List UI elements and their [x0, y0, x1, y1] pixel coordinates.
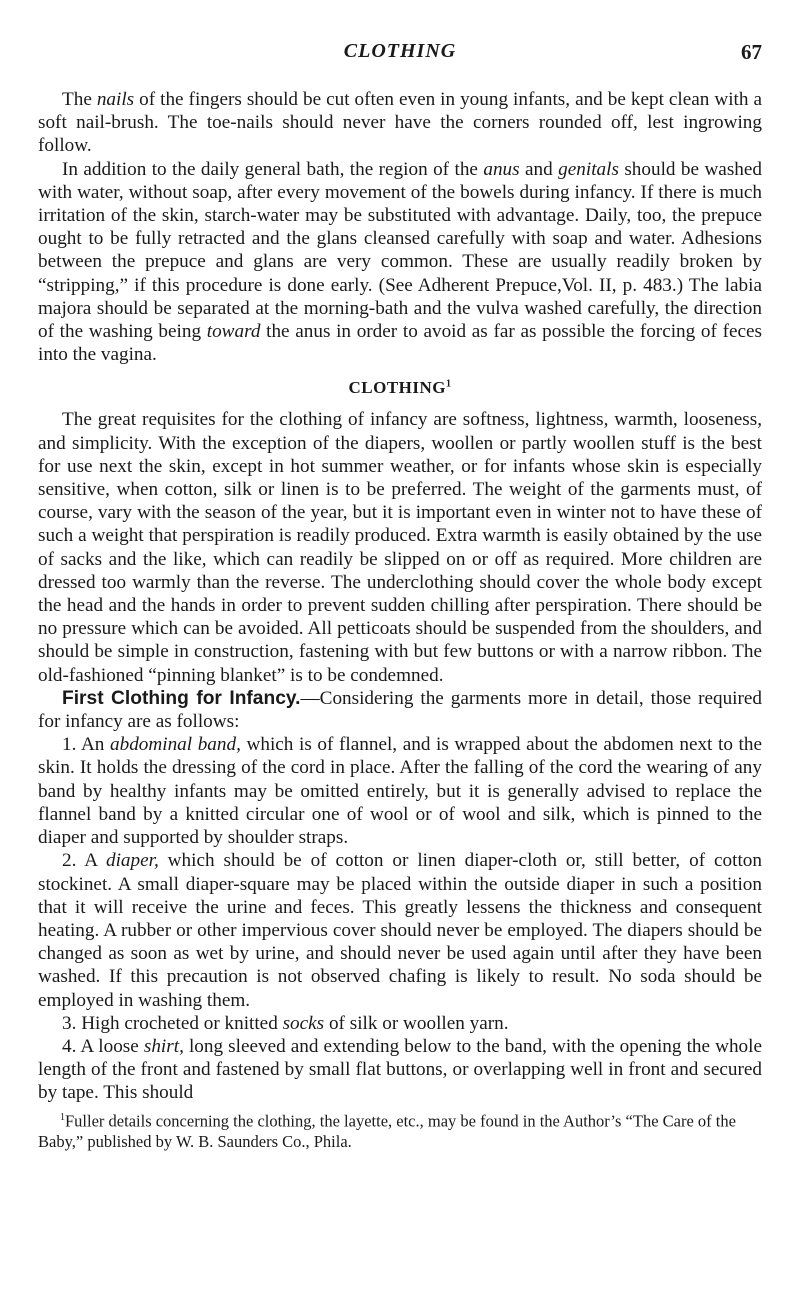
list-item-diaper [38, 849, 762, 1011]
list-item-shirt [38, 1035, 762, 1105]
section-heading [38, 378, 762, 398]
footnote-mark: 1 [60, 1111, 65, 1123]
text-run: and [519, 158, 559, 180]
text-run: The [62, 89, 97, 110]
item-text: which should be of cotton or linen diaper-cloth or, still better, of cotton stockinet. A small diaper-square may be placed within the outside diaper in such a position that it will receive the urine and feces. This greatly lessens the thickness and consequent heating. A rubber or other impervious cover should never be employed. The diapers should be changed as soon as wet by urine, and should never be used again until after they have been washed. If this precaution is not observed chafing is likely to result. No soda should be employed in washing them. [38, 850, 762, 1011]
emphasis: diaper, [105, 850, 159, 872]
text-run: —Considering the garments more in detail, those required for infancy are as follows: [38, 687, 762, 733]
paragraph-bath [38, 158, 762, 367]
item-prefix: 2. A [62, 850, 106, 872]
book-page [38, 40, 762, 1152]
emphasis: anus [483, 158, 520, 180]
item-prefix: 1. An [62, 734, 111, 756]
page-number: 67 [741, 40, 762, 64]
emphasis: shirt, [143, 1035, 184, 1057]
item-prefix: 3. High crocheted or knitted [62, 1012, 283, 1034]
item-text: long sleeved and extending below to the band, with the opening the whole length of the front and fastened by small flat buttons, or overlapping well in front and secured by tape. This should [38, 1035, 762, 1104]
paragraph-requisites [38, 408, 762, 686]
emphasis: toward [206, 321, 261, 343]
text-run: The great requisites for the clothing of infancy are softness, lightness, warmth, looseness, and simplicity. With the exception of the diapers, woollen or partly woollen stuff is the best for use next the skin, except in hot summer weather, or for infants whose skin is especially sensitive, when cotton, silk or linen is to be preferred. The weight of the garments must, of course, vary with the season of the year, but it is important even in winter not to have these of such a weight that perspiration is readily produced. Extra warmth is easily obtained by the use of sacks and the like, which can readily be slipped on or off as required. More children are dressed too warmly than the reverse. The underclothing should cover the whole body except the head and the hands in order to prevent sudden chilling after perspiration. There should be no pressure which can be avoided. All petticoats should be suspended from the shoulders, and should be simple in construction, fastening with but few buttons or with a narrow ribbon. The old-fashioned “pinning blanket” is to be condemned. [38, 409, 762, 686]
list-item-abdominal-band [38, 733, 762, 849]
paragraph-first-clothing [38, 687, 762, 733]
list-item-socks [38, 1012, 762, 1035]
emphasis: nails [96, 89, 135, 110]
item-prefix: 4. A loose [62, 1035, 144, 1057]
text-run: of the fingers should be cut often even in young infants, and be kept clean with a soft nail-brush. The toe-nails should never have the corners rounded off, lest ingrowing follow. [38, 89, 762, 157]
section-title: CLOTHING [348, 378, 447, 398]
emphasis: socks [282, 1012, 325, 1034]
emphasis: genitals [558, 158, 619, 180]
footnote-reference: 1 [446, 378, 452, 390]
text-run: In addition to the daily general bath, the region of the [62, 158, 484, 180]
footnote [38, 1107, 762, 1153]
item-text: of silk or woollen yarn. [324, 1012, 509, 1034]
running-title: CLOTHING [343, 40, 457, 62]
run-in-subheading: First Clothing for Infancy. [62, 687, 301, 709]
item-text: which is of flannel, and is wrapped about the abdomen next to the skin. It holds the dressing of the cord in place. After the falling of the cord the wearing of any band by healthy infants may be omitted entirely, but it is generally advised to replace the flannel band by a knitted circular one of wool or of wool and silk, which is pinned to the diaper and supported by shoulder straps. [38, 734, 762, 849]
paragraph-nails [38, 88, 762, 158]
emphasis: abdominal band, [110, 734, 241, 756]
footnote-text: Fuller details concerning the clothing, the layette, etc., may be found in the Author’s “The Care of the Baby,” published by W. B. Saunders Co., Phila. [38, 1111, 736, 1152]
running-head [38, 40, 762, 70]
text-run: the anus in order to avoid as far as possible the forcing of feces into the vagina. [38, 321, 762, 366]
text-run: should be washed with water, without soap, after every movement of the bowels during infancy. If there is much irritation of the skin, starch-water may be substituted with advantage. Daily, too, the prepuce ought to be fully retracted and the glans cleansed carefully with soap and water. Adhesions between the prepuce and glans are very common. These are usually readily broken by “stripping,” if this procedure is done early. (See Adherent Prepuce,Vol. II, p. 483.) The labia majora should be separated at the morning-bath and the vulva washed carefully, the direction of the washing being [38, 158, 762, 343]
